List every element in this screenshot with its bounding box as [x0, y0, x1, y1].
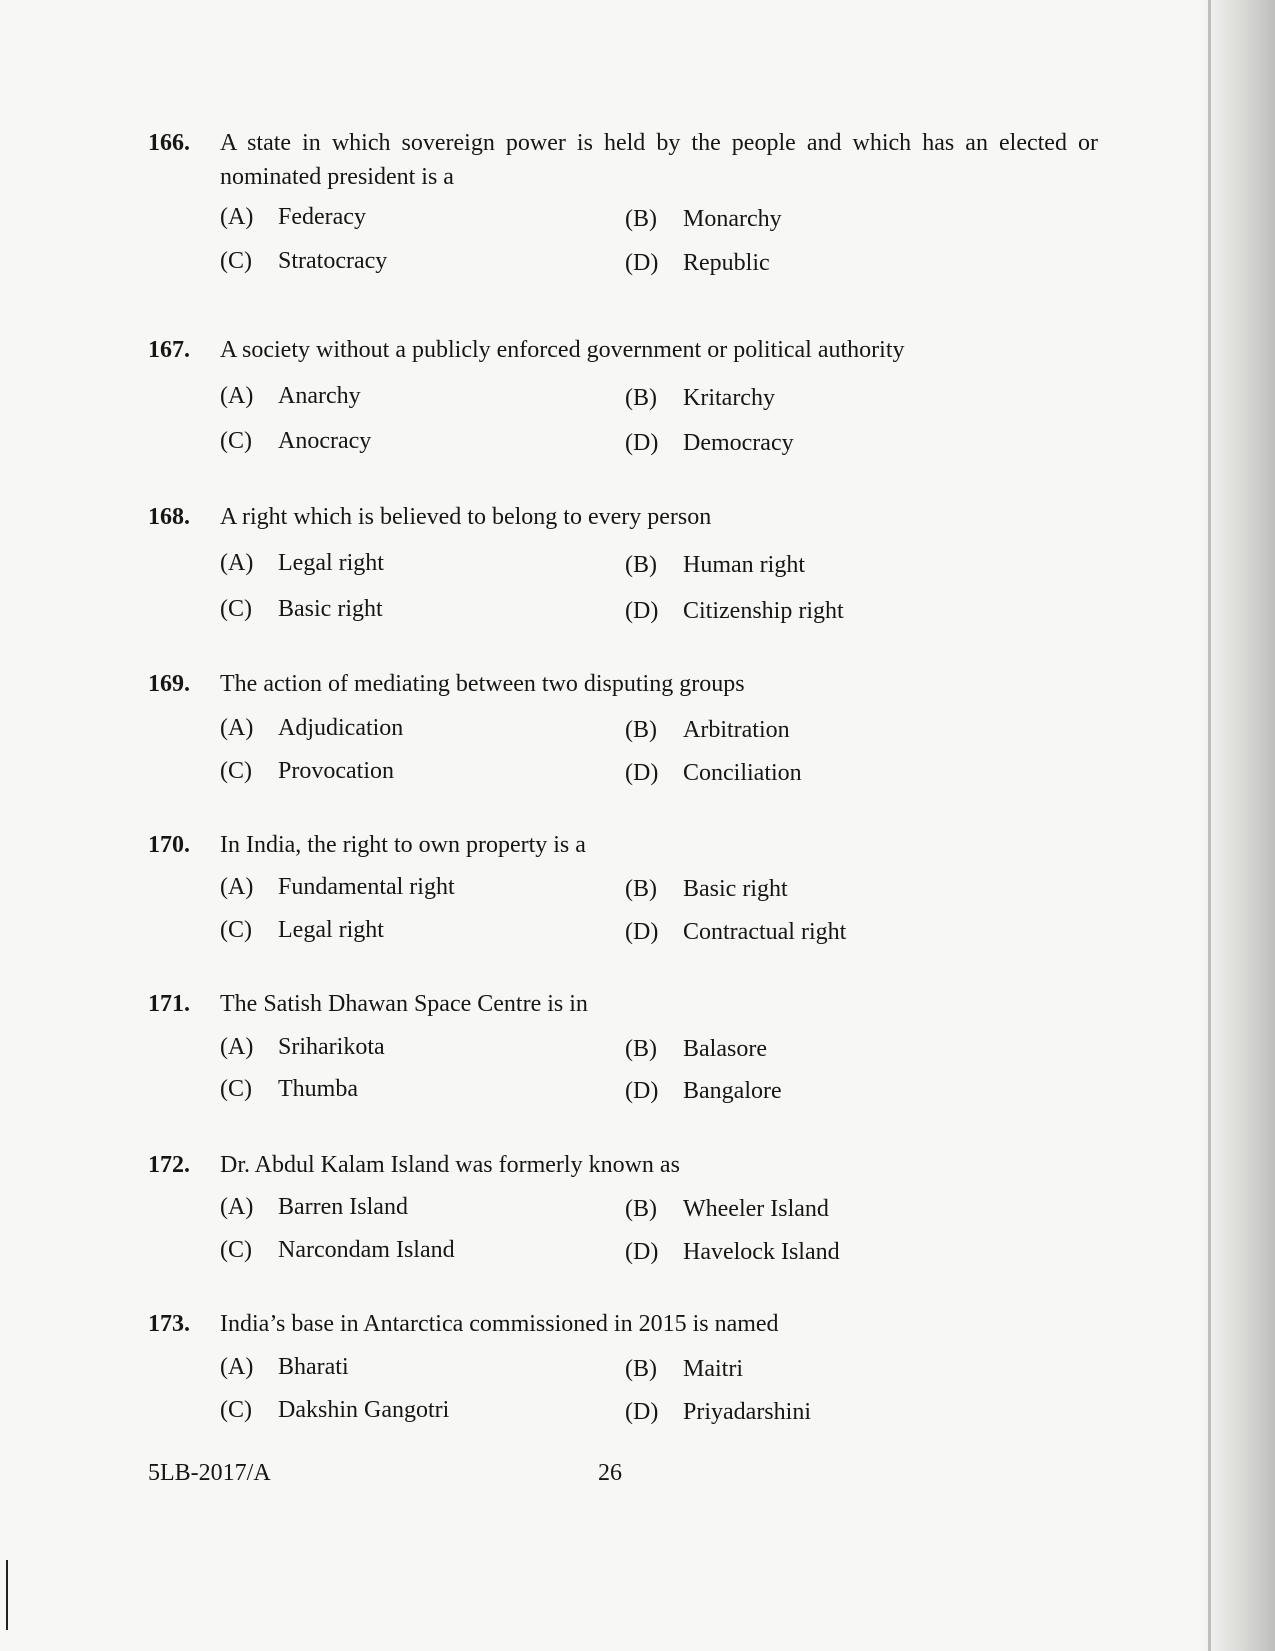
- option-d[interactable]: [625, 1074, 782, 1108]
- option-letter: (B): [625, 1356, 657, 1382]
- option-text: Bangalore: [683, 1078, 782, 1104]
- option-letter: (B): [625, 552, 657, 578]
- option-b[interactable]: [625, 1352, 743, 1386]
- option-letter: (B): [625, 1036, 657, 1062]
- option-text: Barren Island: [278, 1194, 408, 1220]
- option-text: Narcondam Island: [278, 1237, 455, 1263]
- option-text: Human right: [683, 552, 805, 578]
- scan-edge-line: [1208, 0, 1211, 1651]
- option-letter: (B): [625, 1196, 657, 1222]
- scan-edge-shadow: [1200, 0, 1275, 1651]
- question-text: Dr. Abdul Kalam Island was formerly known as: [220, 1152, 680, 1178]
- option-letter: (A): [220, 1354, 254, 1380]
- option-d[interactable]: [625, 426, 794, 460]
- question-text: In India, the right to own property is a: [220, 832, 586, 858]
- option-b[interactable]: [625, 202, 782, 236]
- booklet-code: 5LB-2017/A: [148, 1460, 271, 1486]
- question-170: [148, 828, 1098, 862]
- option-letter: (C): [220, 1397, 252, 1423]
- option-letter: (C): [220, 917, 252, 943]
- option-letter: (D): [625, 919, 659, 945]
- option-text: Maitri: [683, 1356, 743, 1382]
- question-number: 168.: [148, 504, 190, 530]
- option-text: Kritarchy: [683, 385, 775, 411]
- question-172: [148, 1148, 1098, 1182]
- option-letter: (C): [220, 1076, 252, 1102]
- option-text: Sriharikota: [278, 1034, 385, 1060]
- option-c[interactable]: [220, 244, 387, 278]
- option-text: Basic right: [278, 596, 383, 622]
- option-letter: (A): [220, 874, 254, 900]
- option-d[interactable]: [625, 1235, 840, 1269]
- option-letter: (B): [625, 717, 657, 743]
- option-d[interactable]: [625, 915, 846, 949]
- option-text: Wheeler Island: [683, 1196, 829, 1222]
- question-number: 171.: [148, 991, 190, 1017]
- option-text: Adjudication: [278, 715, 404, 741]
- option-text: Dakshin Gangotri: [278, 1397, 450, 1423]
- option-letter: (D): [625, 1078, 659, 1104]
- question-166: [148, 126, 1098, 196]
- option-b[interactable]: [625, 713, 790, 747]
- option-letter: (B): [625, 385, 657, 411]
- option-a[interactable]: [220, 1350, 349, 1384]
- option-letter: (D): [625, 1399, 659, 1425]
- option-c[interactable]: [220, 754, 394, 788]
- option-letter: (A): [220, 1194, 254, 1220]
- option-text: Basic right: [683, 876, 788, 902]
- option-text: Arbitration: [683, 717, 790, 743]
- option-c[interactable]: [220, 592, 383, 626]
- option-text: Legal right: [278, 550, 384, 576]
- option-letter: (A): [220, 715, 254, 741]
- question-number: 169.: [148, 671, 190, 697]
- question-text: The Satish Dhawan Space Centre is in: [220, 991, 588, 1017]
- option-letter: (C): [220, 1237, 252, 1263]
- option-letter: (C): [220, 596, 252, 622]
- question-168: [148, 500, 1098, 534]
- option-letter: (D): [625, 598, 659, 624]
- question-number: 167.: [148, 337, 190, 363]
- option-text: Balasore: [683, 1036, 767, 1062]
- option-letter: (A): [220, 383, 254, 409]
- option-c[interactable]: [220, 1233, 455, 1267]
- option-letter: (C): [220, 758, 252, 784]
- option-text: Republic: [683, 250, 770, 276]
- option-letter: (A): [220, 1034, 254, 1060]
- question-171: [148, 987, 1098, 1021]
- option-text: Bharati: [278, 1354, 349, 1380]
- option-c[interactable]: [220, 1393, 449, 1427]
- option-letter: (D): [625, 760, 659, 786]
- option-text: Stratocracy: [278, 248, 388, 274]
- question-number: 170.: [148, 832, 190, 858]
- option-letter: (B): [625, 876, 657, 902]
- option-text: Fundamental right: [278, 874, 455, 900]
- option-text: Priyadarshini: [683, 1399, 811, 1425]
- option-a[interactable]: [220, 1190, 408, 1224]
- option-text: Anocracy: [278, 428, 372, 454]
- question-text: India’s base in Antarctica commissioned in 2015 is named: [220, 1311, 779, 1337]
- question-text: A society without a publicly enforced government or political authority: [220, 337, 905, 363]
- option-b[interactable]: [625, 381, 775, 415]
- option-b[interactable]: [625, 1032, 767, 1066]
- option-d[interactable]: [625, 594, 844, 628]
- question-number: 172.: [148, 1152, 190, 1178]
- option-b[interactable]: [625, 872, 788, 906]
- option-a[interactable]: [220, 711, 403, 745]
- option-letter: (D): [625, 250, 659, 276]
- option-text: Democracy: [683, 430, 794, 456]
- option-text: Anarchy: [278, 383, 361, 409]
- question-169: [148, 667, 1098, 701]
- page-number: 26: [598, 1460, 622, 1486]
- question-text: A right which is believed to belong to every person: [220, 504, 712, 530]
- option-a[interactable]: [220, 1030, 385, 1064]
- option-text: Conciliation: [683, 760, 802, 786]
- option-letter: (D): [625, 1239, 659, 1265]
- option-letter: (D): [625, 430, 659, 456]
- option-letter: (A): [220, 204, 254, 230]
- option-a[interactable]: [220, 379, 361, 413]
- question-173: [148, 1307, 1098, 1341]
- option-b[interactable]: [625, 548, 805, 582]
- option-text: Thumba: [278, 1076, 358, 1102]
- question-text: The action of mediating between two disputing groups: [220, 671, 745, 697]
- question-number: 173.: [148, 1311, 190, 1337]
- option-letter: (C): [220, 248, 252, 274]
- option-a[interactable]: [220, 200, 366, 234]
- option-c[interactable]: [220, 913, 384, 947]
- option-a[interactable]: [220, 546, 384, 580]
- binding-mark: [6, 1560, 8, 1630]
- option-text: Provocation: [278, 758, 394, 784]
- option-letter: (A): [220, 550, 254, 576]
- option-b[interactable]: [625, 1192, 829, 1226]
- option-d[interactable]: [625, 246, 770, 280]
- option-c[interactable]: [220, 1072, 358, 1106]
- option-text: Havelock Island: [683, 1239, 840, 1265]
- option-a[interactable]: [220, 870, 455, 904]
- question-number: 166.: [148, 130, 190, 156]
- option-letter: (C): [220, 428, 252, 454]
- option-text: Monarchy: [683, 206, 782, 232]
- option-letter: (B): [625, 206, 657, 232]
- option-text: Contractual right: [683, 919, 847, 945]
- option-c[interactable]: [220, 424, 371, 458]
- option-text: Legal right: [278, 917, 384, 943]
- question-167: [148, 333, 1098, 367]
- question-text: A state in which sovereign power is held by the people and which has an elected or nominated president is a: [220, 130, 1098, 190]
- option-d[interactable]: [625, 1395, 811, 1429]
- option-d[interactable]: [625, 756, 802, 790]
- option-text: Citizenship right: [683, 598, 844, 624]
- option-text: Federacy: [278, 204, 366, 230]
